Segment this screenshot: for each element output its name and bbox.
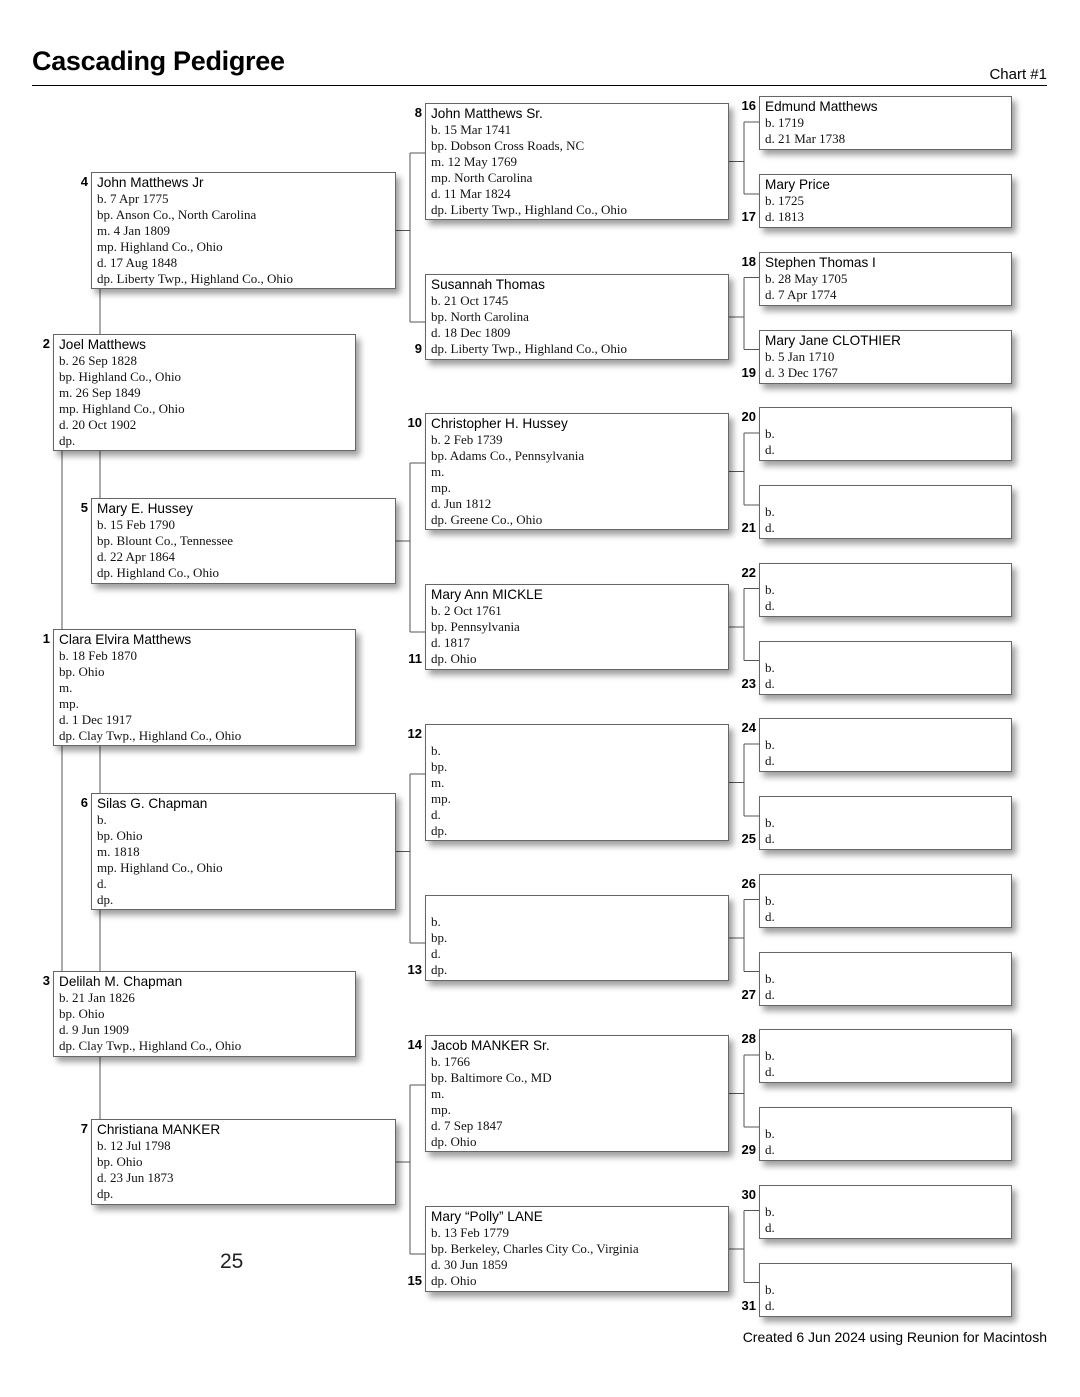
ahnentafel-number: 15 [407,1273,422,1288]
person-detail: d. 23 Jun 1873 [97,1170,174,1185]
person-box [91,1119,396,1205]
person-detail: dp. Clay Twp., Highland Co., Ohio [59,728,242,743]
person-detail: b. 5 Jan 1710 [765,348,835,364]
person-name: Susannah Thomas [431,277,545,292]
person-detail: bp. [431,759,448,774]
ahnentafel-number: 2 [42,336,50,351]
person-detail: b. 7 Apr 1775 [97,191,169,206]
person-detail: mp. Highland Co., Ohio [97,860,223,875]
person-detail: b. 2 Oct 1761 [431,603,502,618]
person-detail: b. [765,1281,775,1297]
person-detail: b. [765,581,775,597]
person-detail: b. 26 Sep 1828 [59,353,137,368]
person-box [53,971,356,1057]
person-box [759,1185,1012,1239]
person-name: Jacob MANKER Sr. [431,1038,550,1053]
person-detail: b. 21 Jan 1826 [59,990,135,1005]
person-box [759,952,1012,1006]
person-detail: d. [765,986,775,1002]
person-detail: bp. Ohio [97,828,143,843]
person-detail: b. 18 Feb 1870 [59,648,137,663]
person-detail: mp. Highland Co., Ohio [97,239,223,254]
person-box [425,584,729,670]
person-detail: b. [765,970,775,986]
person-detail: d. [765,1142,775,1157]
person-detail: b. 15 Mar 1741 [431,122,512,137]
person-detail: b. [765,892,775,908]
person-name: Edmund Matthews [765,99,878,114]
person-name: Mary “Polly” LANE [431,1209,543,1224]
ahnentafel-number: 31 [741,1297,756,1313]
person-detail: d. 3 Dec 1767 [765,364,838,380]
person-name: John Matthews Jr [97,175,204,190]
ahnentafel-number: 29 [741,1142,756,1157]
ahnentafel-number: 1 [42,631,50,646]
person-name [765,566,1011,582]
person-detail: d. [765,1219,775,1235]
person-detail: d. 9 Jun 1909 [59,1022,130,1037]
person-name [765,488,1011,504]
person-detail: b. 1719 [765,115,804,130]
chart-number: Chart #1 [989,66,1047,83]
person-detail: d. [431,807,441,822]
person-detail: d. [765,908,775,924]
person-box [759,563,1012,617]
person-detail: d. 21 Mar 1738 [765,131,846,146]
page-number: 25 [220,1250,244,1273]
ahnentafel-number: 19 [741,364,756,380]
person-name [765,644,1011,660]
person-detail: dp. [97,892,114,907]
person-detail: mp. North Carolina [431,170,533,185]
person-detail: b. 13 Feb 1779 [431,1225,509,1240]
person-detail: d. 22 Apr 1864 [97,549,175,564]
person-detail: b. [765,737,775,752]
person-detail: bp. Baltimore Co., MD [431,1070,552,1085]
person-detail: b. 28 May 1705 [765,270,848,286]
person-detail: d. 1817 [431,635,470,650]
person-detail: b. 21 Oct 1745 [431,293,509,308]
person-detail: mp. [431,791,451,806]
person-detail: b. [431,914,441,929]
person-detail: d. 1813 [765,209,804,224]
person-detail: m. 4 Jan 1809 [97,223,170,238]
ahnentafel-number: 23 [741,675,756,691]
person-detail: dp. Clay Twp., Highland Co., Ohio [59,1038,242,1053]
person-box [425,274,729,360]
ahnentafel-number: 27 [741,986,756,1002]
person-box [759,1107,1012,1161]
person-detail: bp. Adams Co., Pennsylvania [431,448,585,463]
person-name: John Matthews Sr. [431,106,543,121]
page-title: Cascading Pedigree [32,46,285,76]
person-detail: b. 15 Feb 1790 [97,517,175,532]
person-detail: m. [431,1086,445,1101]
person-name: Mary Price [765,177,830,192]
ahnentafel-number: 3 [42,973,50,988]
ahnentafel-number: 17 [741,209,756,224]
person-box [425,895,729,981]
person-box [759,874,1012,928]
person-detail: bp. Dobson Cross Roads, NC [431,138,585,153]
person-detail: d. [765,753,775,768]
person-name [765,721,1011,737]
ahnentafel-number: 21 [741,520,756,535]
person-box [759,407,1012,461]
person-detail: b. [765,1126,775,1141]
ahnentafel-number: 7 [80,1121,88,1136]
ahnentafel-number: 8 [414,105,422,120]
ahnentafel-number: 26 [741,875,756,891]
person-detail: dp. Liberty Twp., Highland Co., Ohio [431,341,628,356]
person-detail: dp. Ohio [431,651,477,666]
person-box [759,485,1012,539]
ahnentafel-number: 28 [741,1031,756,1046]
person-box [759,174,1012,228]
person-detail: bp. North Carolina [431,309,529,324]
person-box [759,1029,1012,1083]
person-box [759,718,1012,772]
person-detail: d. [765,1064,775,1079]
person-detail: dp. [431,962,448,977]
ahnentafel-number: 16 [741,98,756,113]
person-box [53,629,356,746]
ahnentafel-number: 11 [408,651,422,666]
person-detail: m. [431,775,445,790]
person-detail: d. [765,597,775,613]
person-detail: bp. Berkeley, Charles City Co., Virginia [431,1241,639,1256]
person-name [765,955,1011,971]
person-name [765,1188,1011,1204]
person-detail: b. 1766 [431,1054,470,1069]
ahnentafel-number: 22 [741,564,756,580]
ahnentafel-number: 10 [407,415,422,430]
person-detail: d. Jun 1812 [431,496,492,511]
person-detail: dp. [59,433,76,448]
person-detail: d. 7 Apr 1774 [765,286,837,302]
person-box [425,724,729,841]
person-detail: b. [765,659,775,675]
person-detail: bp. Highland Co., Ohio [59,369,182,384]
person-detail: dp. [431,823,448,838]
person-detail: dp. Liberty Twp., Highland Co., Ohio [97,271,294,286]
person-detail: m. 1818 [97,844,140,859]
person-name: Mary Ann MICKLE [431,587,543,602]
person-name [765,1266,1011,1282]
person-name [765,1032,1011,1048]
person-detail: dp. Greene Co., Ohio [431,512,543,527]
created-note: Created 6 Jun 2024 using Reunion for Macintosh [742,1329,1047,1345]
person-detail: d. [765,442,775,457]
person-name [765,1110,1011,1126]
person-detail: b. [431,743,441,758]
person-box [425,1206,729,1292]
person-name [765,410,1011,426]
person-name: Joel Matthews [59,337,146,352]
ahnentafel-number: 18 [741,253,756,269]
ahnentafel-number: 9 [414,341,422,356]
person-box [91,793,396,910]
person-detail: m. 12 May 1769 [431,154,517,169]
person-box [91,498,396,584]
person-detail: dp. Ohio [431,1134,477,1149]
person-box [425,103,729,220]
person-detail: b. [765,815,775,830]
person-detail: m. [431,464,445,479]
ahnentafel-number: 20 [741,409,756,424]
person-detail: d. [765,520,775,535]
person-name: Delilah M. Chapman [59,974,183,989]
person-box [425,1035,729,1152]
person-detail: b. 12 Jul 1798 [97,1138,171,1153]
person-name: Stephen Thomas I [765,254,876,270]
person-detail: b. [765,1203,775,1219]
person-name [765,799,1011,815]
person-detail: d. 11 Mar 1824 [431,186,511,201]
person-box [759,330,1012,384]
person-name: Christopher H. Hussey [431,416,568,431]
person-detail: mp. [431,1102,451,1117]
person-detail: bp. Blount Co., Tennessee [97,533,234,548]
person-box [91,172,396,289]
person-detail: d. 1 Dec 1917 [59,712,132,727]
person-name [431,898,728,914]
person-detail: b. 2 Feb 1739 [431,432,503,447]
person-detail: b. [765,426,775,441]
person-detail: d. [431,946,441,961]
person-detail: d. 30 Jun 1859 [431,1257,508,1272]
person-name: Silas G. Chapman [97,796,208,811]
person-name [765,877,1011,893]
person-detail: m. [59,680,73,695]
person-box [759,796,1012,850]
person-detail: bp. Ohio [59,1006,105,1021]
ahnentafel-number: 4 [80,174,88,189]
ahnentafel-number: 24 [741,720,756,735]
person-box [53,334,356,451]
person-name: Mary E. Hussey [97,501,193,516]
ahnentafel-number: 6 [80,795,88,810]
person-detail: d. 18 Dec 1809 [431,325,511,340]
person-box [759,252,1012,306]
person-detail: bp. Ohio [97,1154,143,1169]
person-detail: dp. Liberty Twp., Highland Co., Ohio [431,202,628,217]
person-name: Clara Elvira Matthews [59,632,192,647]
ahnentafel-number: 13 [407,962,422,977]
person-detail: b. [765,504,775,519]
person-name: Mary Jane CLOTHIER [765,332,901,348]
person-detail: mp. [431,480,451,495]
person-detail: d. [765,675,775,691]
person-detail: d. 17 Aug 1848 [97,255,178,270]
ahnentafel-number: 30 [741,1186,756,1202]
person-detail: dp. [97,1186,114,1201]
person-detail: d. [765,831,775,846]
person-detail: d. [765,1297,775,1313]
person-detail: dp. Ohio [431,1273,477,1288]
person-detail: bp. Pennsylvania [431,619,520,634]
person-box [759,641,1012,695]
person-detail: d. [97,876,107,891]
person-detail: m. 26 Sep 1849 [59,385,141,400]
ahnentafel-number: 14 [407,1037,422,1052]
person-detail: bp. [431,930,448,945]
person-name: Christiana MANKER [97,1122,221,1137]
person-detail: mp. [59,696,79,711]
person-name [431,727,728,743]
person-detail: b. [765,1048,775,1063]
person-detail: dp. Highland Co., Ohio [97,565,220,580]
ahnentafel-number: 25 [741,831,756,846]
person-box [759,96,1012,150]
person-detail: bp. Ohio [59,664,105,679]
person-detail: mp. Highland Co., Ohio [59,401,185,416]
person-detail: d. 7 Sep 1847 [431,1118,503,1133]
person-detail: d. 20 Oct 1902 [59,417,137,432]
person-box [759,1263,1012,1317]
person-detail: b. 1725 [765,193,804,208]
ahnentafel-number: 5 [80,500,88,515]
ahnentafel-number: 12 [407,726,422,741]
person-detail: b. [97,812,107,827]
person-detail: bp. Anson Co., North Carolina [97,207,257,222]
person-box [425,413,729,530]
